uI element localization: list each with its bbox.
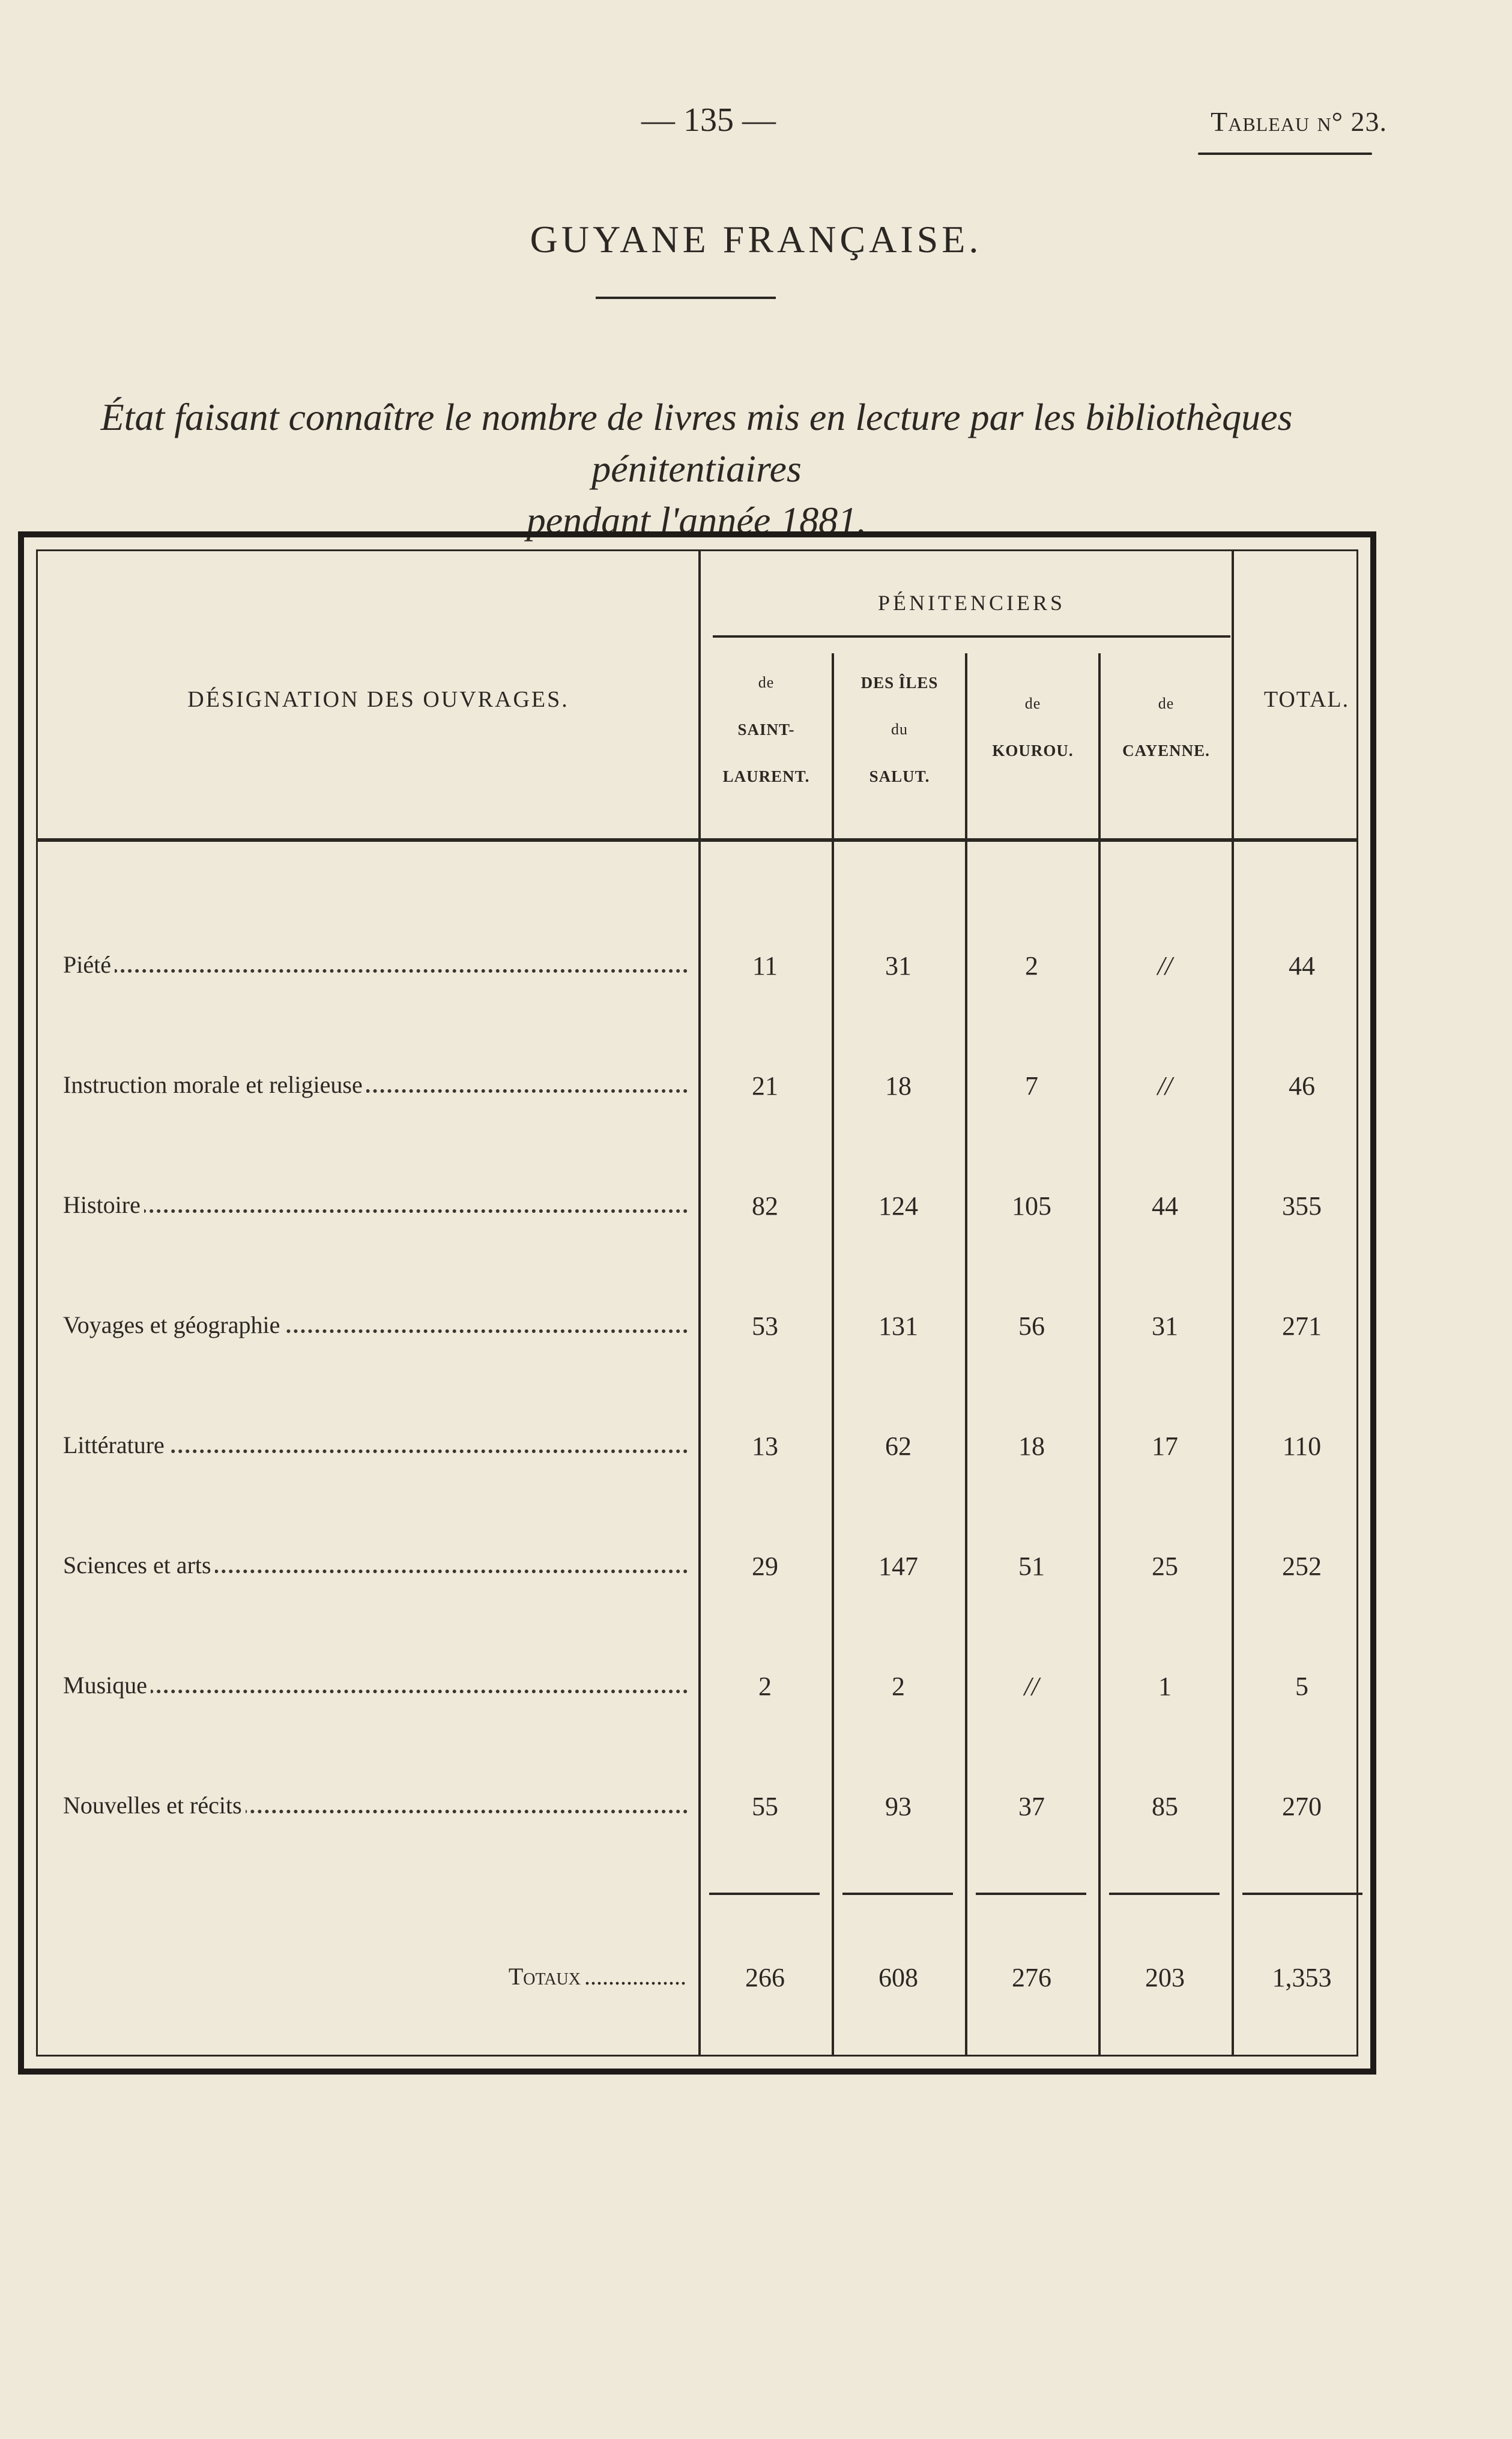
cell-saint-laurent: 11	[752, 951, 778, 981]
cell-kourou: 2	[1025, 951, 1038, 981]
totals-rule-5	[1242, 1893, 1362, 1895]
cell-iles-du-salut: 62	[885, 1431, 912, 1461]
caption-line-2: pendant l'année 1881.	[526, 499, 867, 542]
row-label: Nouvelles et récits	[63, 1791, 688, 1819]
row-label: Piété	[63, 951, 688, 979]
cell-cayenne: //	[1157, 951, 1173, 981]
cell-total: 46	[1289, 1071, 1315, 1101]
header-bottom-rule	[38, 838, 1356, 842]
designation-header: DÉSIGNATION DES OUVRAGES.	[187, 687, 569, 712]
col-rule-2	[832, 653, 834, 2055]
totals-label: Totaux .................	[508, 1963, 686, 1990]
totals-rule-1	[709, 1893, 820, 1895]
cell-saint-laurent: 21	[752, 1071, 778, 1101]
cell-kourou: 7	[1025, 1071, 1038, 1101]
penitenciers-rule	[713, 635, 1230, 638]
cell-saint-laurent: 29	[752, 1552, 778, 1581]
table-caption	[12, 391, 1381, 546]
cell-cayenne: 1	[1158, 1672, 1172, 1701]
cell-total: 270	[1282, 1792, 1322, 1821]
grand-total: 1,353	[1272, 1963, 1332, 1992]
table-row	[38, 1431, 1356, 1473]
cell-iles-du-salut: 93	[885, 1792, 912, 1821]
cell-saint-laurent: 53	[752, 1311, 778, 1341]
cell-total: 44	[1289, 951, 1315, 981]
cell-kourou: 37	[1018, 1792, 1045, 1821]
table-reference-rule	[1198, 153, 1372, 155]
totals-rule-4	[1109, 1893, 1220, 1895]
statistics-table	[18, 531, 1376, 2075]
total-header: TOTAL.	[1263, 687, 1350, 712]
row-label: Musique	[63, 1671, 688, 1699]
cell-cayenne: 25	[1152, 1552, 1178, 1581]
column-header-saint-laurent: de SAINT- LAURENT.	[722, 674, 810, 785]
column-header-kourou: de KOUROU.	[992, 695, 1074, 760]
cell-cayenne: 85	[1152, 1792, 1178, 1821]
col-rule-4	[1098, 653, 1101, 2055]
cell-saint-laurent: 82	[752, 1191, 778, 1221]
cell-cayenne: //	[1157, 1071, 1173, 1101]
cell-total: 355	[1282, 1191, 1322, 1221]
table-row	[38, 1791, 1356, 1833]
title-rule	[596, 297, 776, 299]
totals-row	[38, 1962, 1356, 2004]
cell-iles-du-salut: 31	[885, 951, 912, 981]
total-kourou: 276	[1012, 1963, 1051, 1992]
cell-iles-du-salut: 18	[885, 1071, 912, 1101]
cell-iles-du-salut: 147	[878, 1552, 918, 1581]
cell-iles-du-salut: 124	[878, 1191, 918, 1221]
page-title: GUYANE FRANÇAISE.	[530, 218, 982, 261]
cell-cayenne: 31	[1152, 1311, 1178, 1341]
col-rule-3	[965, 653, 967, 2055]
total-saint-laurent: 266	[745, 1963, 785, 1992]
table-row	[38, 951, 1356, 993]
cell-total: 271	[1282, 1311, 1322, 1341]
cell-total: 5	[1295, 1672, 1308, 1701]
cell-saint-laurent: 13	[752, 1431, 778, 1461]
table-row	[38, 1551, 1356, 1593]
caption-line-1: État faisant connaître le nombre de livres mis en lecture par les bibliothèques pénitentiaires	[100, 396, 1293, 490]
row-label: Voyages et géographie	[63, 1311, 688, 1339]
totals-rule-3	[976, 1893, 1086, 1895]
total-cayenne: 203	[1145, 1963, 1185, 1992]
cell-kourou: //	[1024, 1672, 1039, 1701]
table-row	[38, 1071, 1356, 1113]
cell-total: 110	[1282, 1431, 1322, 1461]
column-header-iles-du-salut: DES ÎLES du SALUT.	[860, 674, 939, 785]
cell-kourou: 51	[1018, 1552, 1045, 1581]
cell-total: 252	[1282, 1552, 1322, 1581]
cell-kourou: 56	[1018, 1311, 1045, 1341]
table-row	[38, 1311, 1356, 1353]
cell-saint-laurent: 2	[758, 1672, 772, 1701]
cell-iles-du-salut: 2	[892, 1672, 905, 1701]
total-iles-du-salut: 608	[878, 1963, 918, 1992]
cell-kourou: 105	[1012, 1191, 1051, 1221]
table-row	[38, 1671, 1356, 1713]
penitenciers-header: PÉNITENCIERS	[878, 591, 1065, 615]
page-number: — 135 —	[641, 101, 776, 139]
totals-rule-2	[842, 1893, 953, 1895]
cell-cayenne: 44	[1152, 1191, 1178, 1221]
row-label: Histoire	[63, 1191, 688, 1219]
row-label: Sciences et arts	[63, 1551, 688, 1579]
cell-kourou: 18	[1018, 1431, 1045, 1461]
row-label: Instruction morale et religieuse	[63, 1071, 688, 1099]
table-row	[38, 1191, 1356, 1233]
cell-saint-laurent: 55	[752, 1792, 778, 1821]
table-inner-frame	[36, 549, 1358, 2057]
row-label: Littérature	[63, 1431, 688, 1459]
table-reference: Tableau n° 23.	[1211, 106, 1387, 137]
cell-iles-du-salut: 131	[878, 1311, 918, 1341]
cell-cayenne: 17	[1152, 1431, 1178, 1461]
column-header-cayenne: de CAYENNE.	[1122, 695, 1210, 760]
